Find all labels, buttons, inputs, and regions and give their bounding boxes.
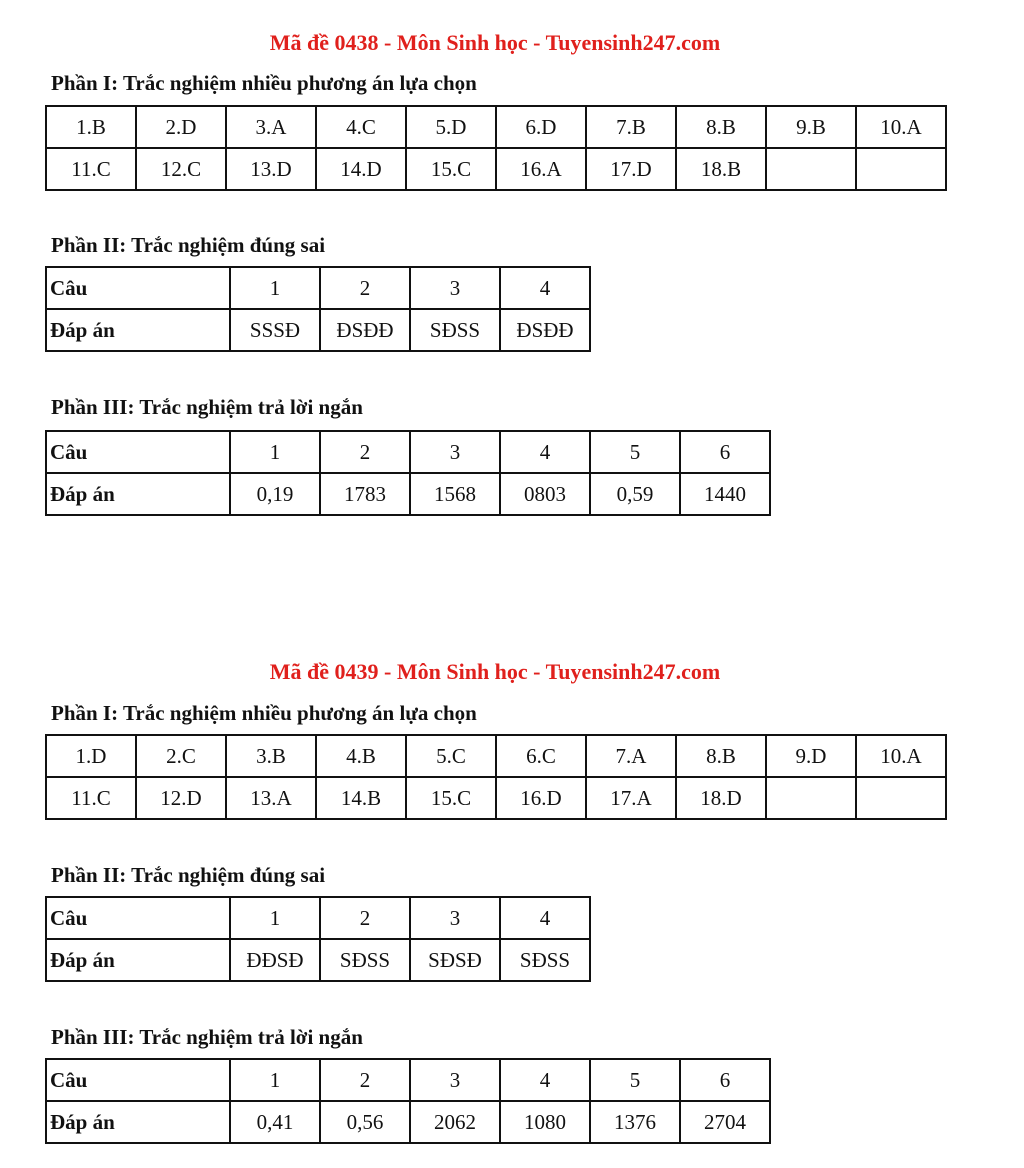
table-cell: 7.A [586,735,676,777]
question-number: 4 [500,431,590,473]
table-cell: 11.C [46,777,136,819]
answer-value: SĐSS [410,309,500,351]
table-cell: 1.D [46,735,136,777]
answer-value: 2062 [410,1101,500,1143]
table-cell: 12.D [136,777,226,819]
part1-heading: Phần I: Trắc nghiệm nhiều phương án lựa chọn [51,71,477,95]
table-cell: 2.D [136,106,226,148]
table-cell-empty [856,148,946,190]
table-cell: 2.C [136,735,226,777]
table-cell: 12.C [136,148,226,190]
part3-heading: Phần III: Trắc nghiệm trả lời ngắn [51,395,363,419]
part3-heading: Phần III: Trắc nghiệm trả lời ngắn [51,1025,363,1049]
question-number: 5 [590,431,680,473]
table-cell: 17.A [586,777,676,819]
answer-label: Đáp án [46,1101,230,1143]
question-number: 2 [320,431,410,473]
answer-value: SSSĐ [230,309,320,351]
table-row [46,431,770,473]
question-number: 3 [410,1059,500,1101]
table-cell: 16.D [496,777,586,819]
question-number: 3 [410,431,500,473]
question-number: 5 [590,1059,680,1101]
table-cell: 6.C [496,735,586,777]
table-cell-empty [766,777,856,819]
table-row [46,148,946,190]
part3-answer-table [45,430,771,516]
table-cell: 15.C [406,148,496,190]
question-number: 1 [230,431,320,473]
table-row [46,735,946,777]
table-cell: 13.D [226,148,316,190]
question-number: 4 [500,897,590,939]
answer-label: Đáp án [46,309,230,351]
answer-value: 0,41 [230,1101,320,1143]
answer-value: SĐSS [320,939,410,981]
part1-answer-table [45,734,947,820]
table-cell-empty [766,148,856,190]
answer-value: 0,19 [230,473,320,515]
table-cell: 10.A [856,735,946,777]
table-cell: 11.C [46,148,136,190]
table-cell: 18.D [676,777,766,819]
table-cell: 1.B [46,106,136,148]
table-cell: 5.D [406,106,496,148]
answer-value: 0803 [500,473,590,515]
table-row [46,106,946,148]
table-cell: 16.A [496,148,586,190]
table-cell: 4.C [316,106,406,148]
question-number: 4 [500,1059,590,1101]
question-number: 6 [680,1059,770,1101]
answer-value: ĐĐSĐ [230,939,320,981]
answer-label: Đáp án [46,939,230,981]
part2-answer-table [45,896,591,982]
table-cell: 13.A [226,777,316,819]
part1-answer-table [45,105,947,191]
table-cell: 18.B [676,148,766,190]
table-cell-empty [856,777,946,819]
answer-value: 1376 [590,1101,680,1143]
table-cell: 7.B [586,106,676,148]
table-cell: 8.B [676,735,766,777]
question-number: 2 [320,267,410,309]
table-cell: 4.B [316,735,406,777]
part2-heading: Phần II: Trắc nghiệm đúng sai [51,863,326,887]
table-row [46,1101,770,1143]
question-number: 1 [230,267,320,309]
table-row [46,897,590,939]
question-number: 2 [320,897,410,939]
question-number: 6 [680,431,770,473]
table-cell: 15.C [406,777,496,819]
table-cell: 14.D [316,148,406,190]
table-cell: 3.A [226,106,316,148]
question-label: Câu [46,267,230,309]
table-cell: 10.A [856,106,946,148]
question-label: Câu [46,431,230,473]
part2-answer-table [45,266,591,352]
answer-value: 0,56 [320,1101,410,1143]
answer-value: 1783 [320,473,410,515]
question-number: 3 [410,267,500,309]
table-row [46,777,946,819]
question-number: 1 [230,1059,320,1101]
table-row [46,1059,770,1101]
table-cell: 6.D [496,106,586,148]
question-number: 4 [500,267,590,309]
question-label: Câu [46,897,230,939]
part3-answer-table [45,1058,771,1144]
answer-value: 1440 [680,473,770,515]
part1-heading: Phần I: Trắc nghiệm nhiều phương án lựa chọn [51,701,477,725]
table-row [46,939,590,981]
table-cell: 17.D [586,148,676,190]
answer-value: 0,59 [590,473,680,515]
table-cell: 14.B [316,777,406,819]
table-row [46,267,590,309]
exam-title: Mã đề 0439 - Môn Sinh học - Tuyensinh247.com [269,659,721,684]
table-cell: 3.B [226,735,316,777]
answer-value: 1568 [410,473,500,515]
answer-value: SĐSĐ [410,939,500,981]
question-number: 1 [230,897,320,939]
part2-heading: Phần II: Trắc nghiệm đúng sai [51,233,326,257]
answer-label: Đáp án [46,473,230,515]
answer-value: 1080 [500,1101,590,1143]
question-number: 3 [410,897,500,939]
table-row [46,309,590,351]
table-row [46,473,770,515]
table-cell: 8.B [676,106,766,148]
question-number: 2 [320,1059,410,1101]
table-cell: 9.B [766,106,856,148]
answer-value: ĐSĐĐ [320,309,410,351]
answer-value: ĐSĐĐ [500,309,590,351]
question-label: Câu [46,1059,230,1101]
exam-title: Mã đề 0438 - Môn Sinh học - Tuyensinh247.com [269,30,721,55]
table-cell: 9.D [766,735,856,777]
answer-value: SĐSS [500,939,590,981]
answer-value: 2704 [680,1101,770,1143]
table-cell: 5.C [406,735,496,777]
